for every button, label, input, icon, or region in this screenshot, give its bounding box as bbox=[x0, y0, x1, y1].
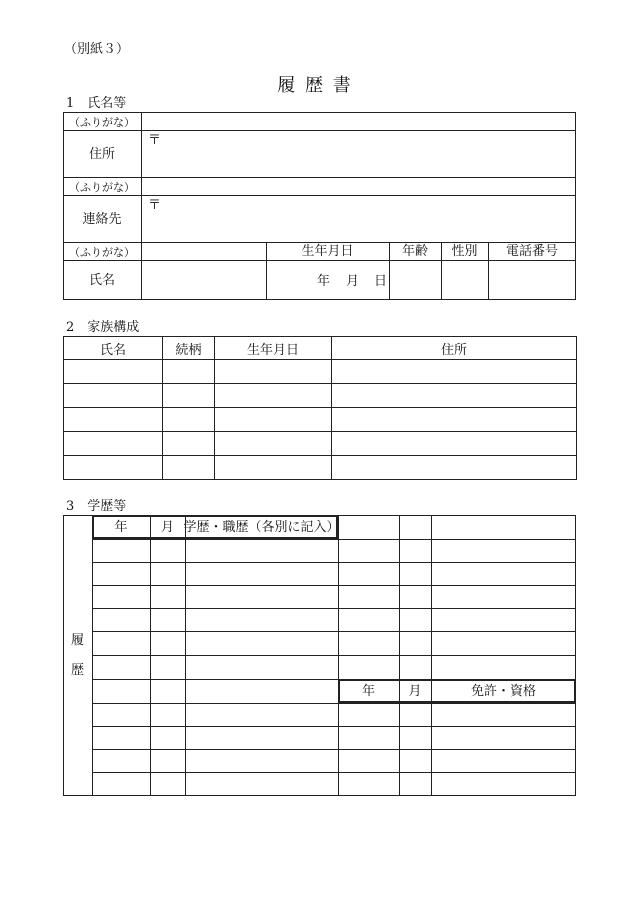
birthdate-label: 生年月日 bbox=[301, 244, 354, 259]
family-col-address: 住所 bbox=[332, 337, 577, 360]
family-col-relation: 続柄 bbox=[163, 337, 215, 360]
age-label: 年齢 bbox=[401, 244, 428, 259]
date-year: 年 bbox=[317, 274, 331, 289]
date-day: 日 bbox=[374, 274, 388, 289]
section1-heading: 1 氏名等 bbox=[66, 96, 127, 111]
side-label-1: 履 bbox=[70, 632, 84, 648]
career-col-month: 月 bbox=[160, 520, 174, 535]
annex-label: （別紙３） bbox=[64, 42, 130, 57]
name-label: 氏名 bbox=[88, 273, 115, 288]
license-col-detail: 免許・資格 bbox=[470, 684, 536, 699]
postal-mark: 〒 bbox=[148, 133, 162, 148]
phone-label: 電話番号 bbox=[505, 244, 558, 259]
family-col-name: 氏名 bbox=[64, 337, 163, 360]
family-row bbox=[64, 384, 577, 408]
career-col-detail: 学歴・職歴（各別に記入） bbox=[183, 520, 340, 535]
contact-label: 連絡先 bbox=[82, 211, 122, 227]
sex-label: 性別 bbox=[451, 244, 478, 259]
license-col-year: 年 bbox=[361, 684, 375, 699]
license-col-month: 月 bbox=[408, 684, 422, 699]
address-label: 住所 bbox=[88, 146, 115, 162]
furigana-label: （ふりがな） bbox=[69, 115, 135, 129]
date-month: 月 bbox=[346, 274, 360, 289]
page-title: 履 歴 書 bbox=[277, 75, 353, 96]
family-row bbox=[64, 360, 577, 384]
career-col-year: 年 bbox=[114, 520, 128, 535]
family-col-birthdate: 生年月日 bbox=[215, 337, 332, 360]
section3-heading: 3 学歴等 bbox=[66, 499, 127, 514]
family-row bbox=[64, 408, 577, 432]
family-row bbox=[64, 432, 577, 456]
furigana-label: （ふりがな） bbox=[69, 180, 135, 194]
postal-mark: 〒 bbox=[148, 198, 162, 213]
family-table bbox=[63, 336, 577, 480]
side-label-2: 歴 bbox=[70, 662, 84, 678]
furigana-label: （ふりがな） bbox=[69, 245, 135, 259]
section2-heading: 2 家族構成 bbox=[66, 320, 140, 335]
family-row bbox=[64, 456, 577, 480]
